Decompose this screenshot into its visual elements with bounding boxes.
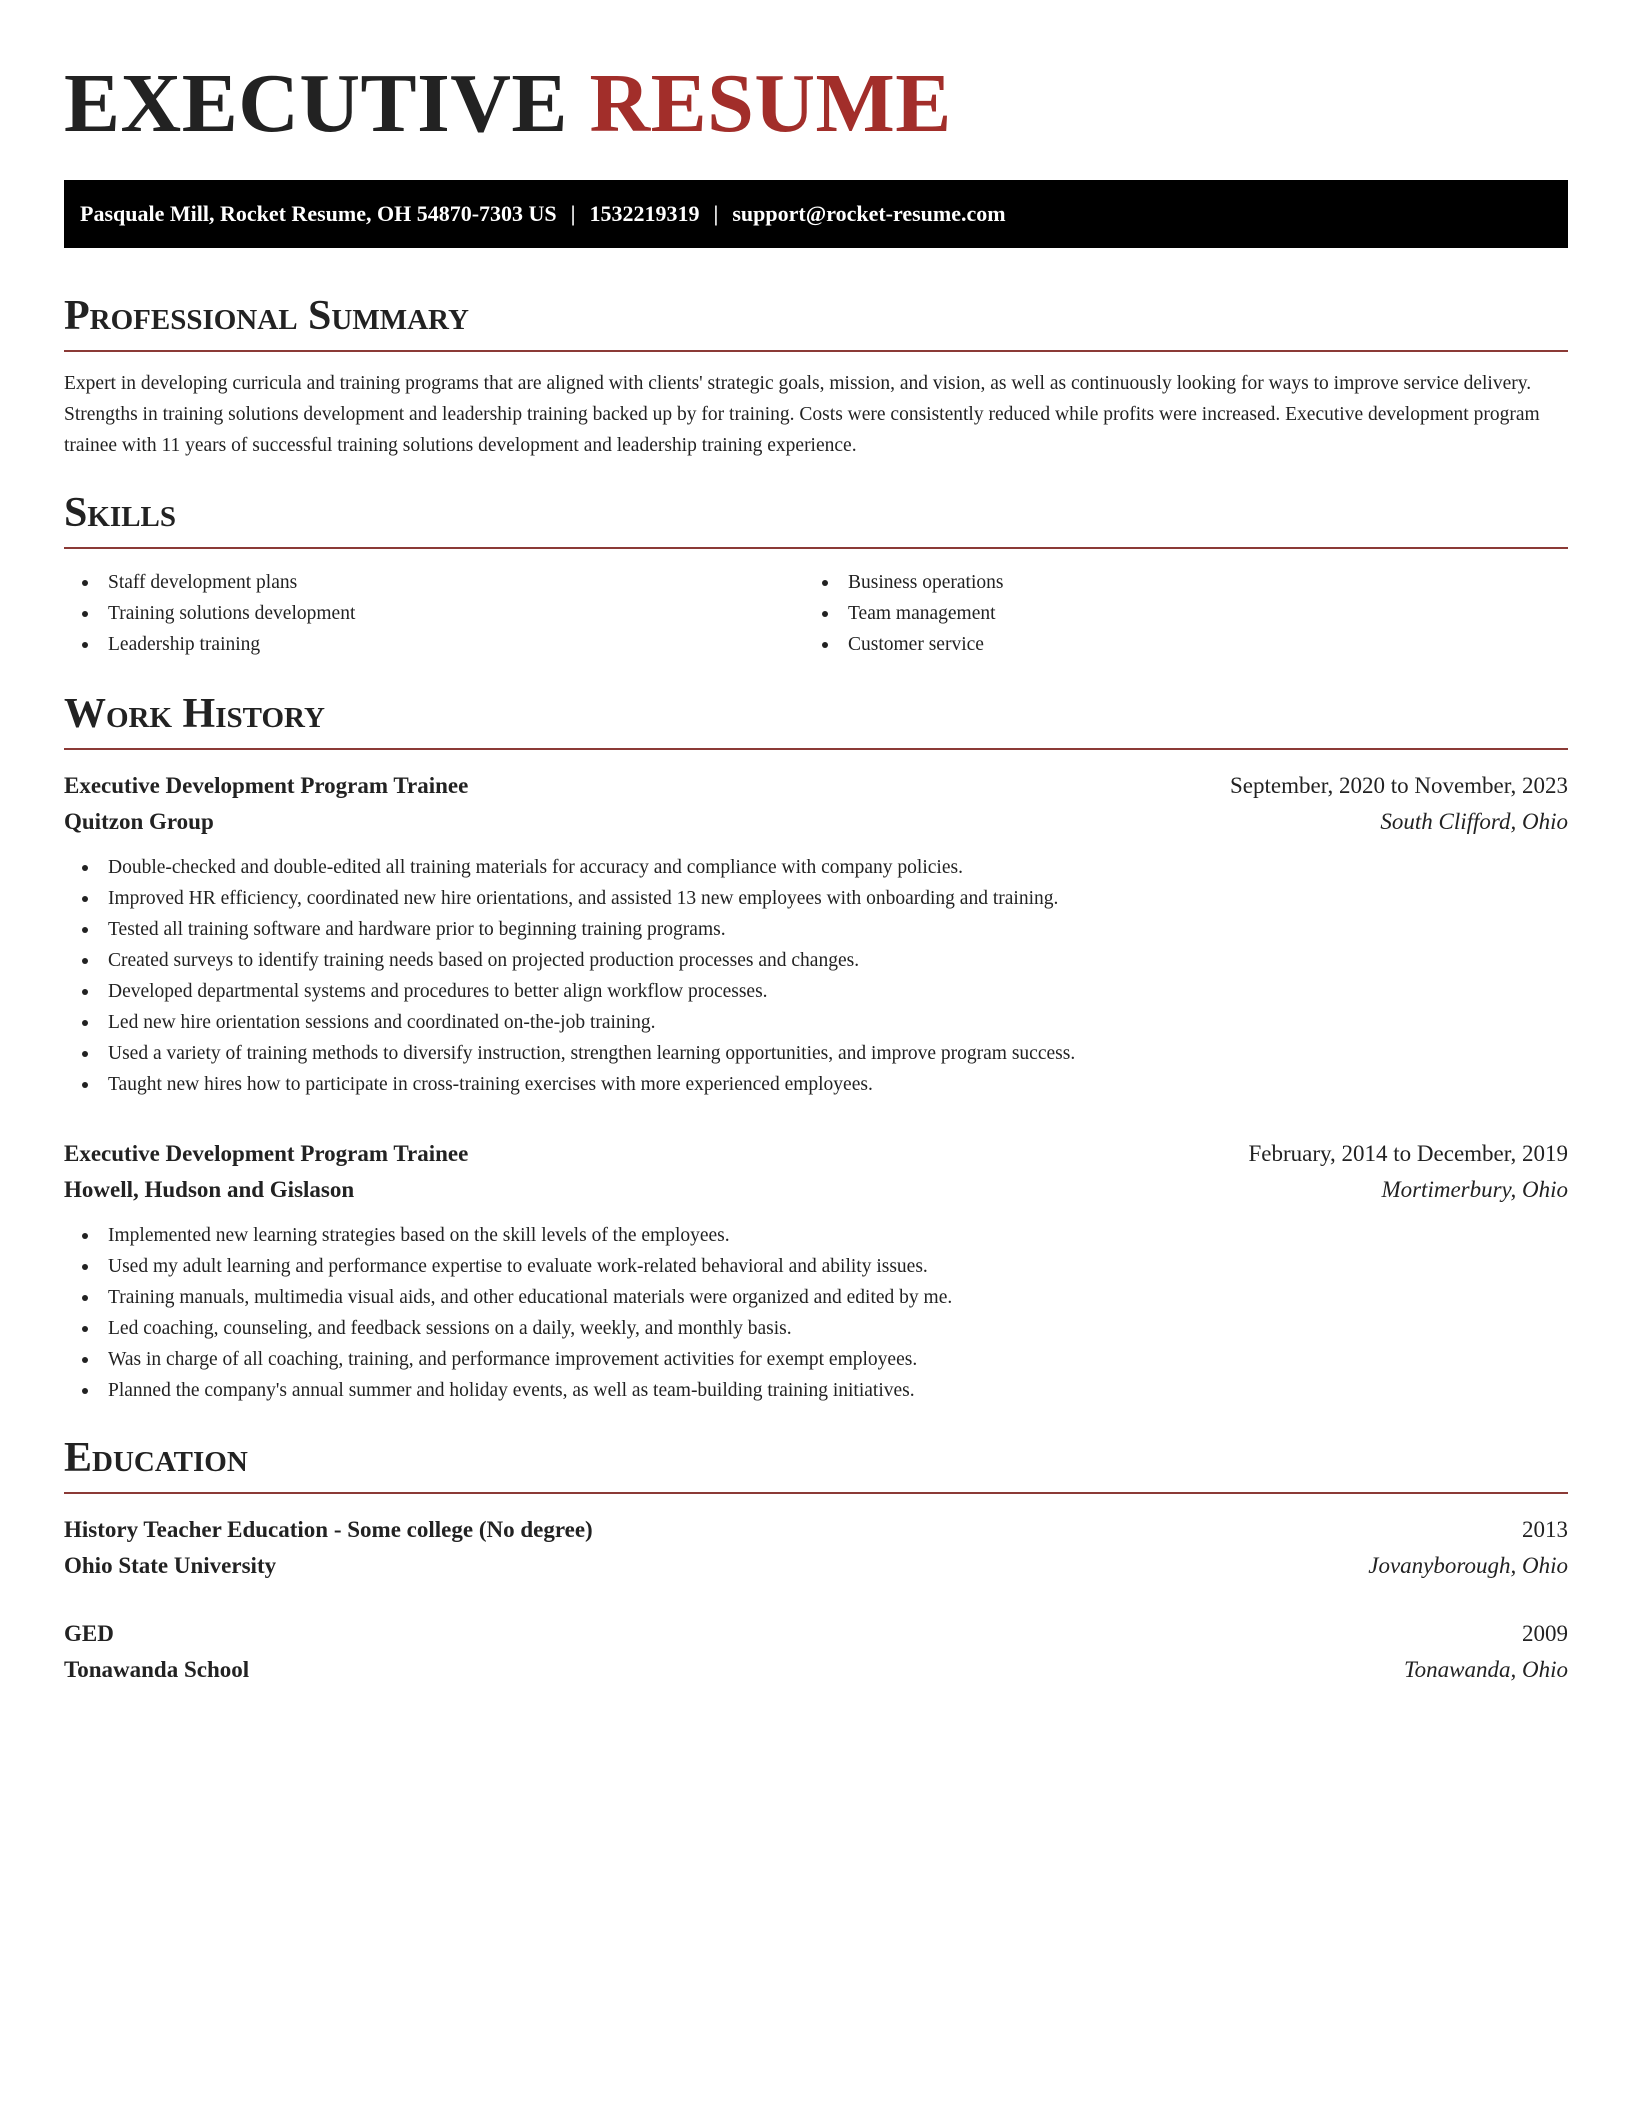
list-item: Implemented new learning strategies based on the skill levels of the employees. bbox=[64, 1220, 1568, 1251]
education-location: Jovanyborough, Ohio bbox=[1368, 1553, 1568, 1578]
education-heading: Education bbox=[64, 1434, 1568, 1494]
education-degree: GED bbox=[64, 1621, 114, 1646]
skill-item: Training solutions development bbox=[64, 598, 804, 629]
skill-item: Staff development plans bbox=[64, 567, 804, 598]
job-company: Howell, Hudson and Gislason bbox=[64, 1177, 355, 1202]
job-entry bbox=[64, 1136, 1568, 1406]
education-year: 2009 bbox=[1522, 1621, 1568, 1646]
list-item: Was in charge of all coaching, training, and performance improvement activities for exempt employees. bbox=[64, 1344, 1568, 1375]
contact-email: support@rocket-resume.com bbox=[732, 201, 1006, 226]
job-header-row bbox=[64, 1136, 1568, 1172]
job-bullets bbox=[64, 1220, 1568, 1406]
job-company-row bbox=[64, 804, 1568, 840]
job-entry bbox=[64, 768, 1568, 1100]
summary-text: Expert in developing curricula and training programs that are aligned with clients' strategic goals, mission, and vision, as well as continuously looking for ways to improve service delivery. Strengths in training solutions development and leadership training backed up by for training. Costs were consistently reduced while profits were increased. Executive development program trainee with 11 years of successful training solutions development and leadership training experience. bbox=[64, 373, 1540, 456]
skills-column-right bbox=[804, 567, 1544, 660]
list-item: Training manuals, multimedia visual aids, and other educational materials were organized and edited by me. bbox=[64, 1282, 1568, 1313]
job-bullets bbox=[64, 852, 1568, 1100]
education-entry bbox=[64, 1616, 1568, 1688]
resume-page bbox=[64, 0, 1568, 1688]
contact-phone: 1532219319 bbox=[589, 201, 700, 226]
education-school: Ohio State University bbox=[64, 1553, 277, 1578]
title-main: EXECUTIVE bbox=[64, 57, 568, 150]
contact-separator: | bbox=[570, 201, 576, 226]
list-item: Used a variety of training methods to diversify instruction, strengthen learning opportunities, and improve program success. bbox=[64, 1038, 1568, 1069]
skills-list bbox=[64, 567, 1568, 660]
skill-item: Business operations bbox=[804, 567, 1544, 598]
job-company-row bbox=[64, 1172, 1568, 1208]
job-title: Executive Development Program Trainee bbox=[64, 773, 469, 798]
contact-address: Pasquale Mill, Rocket Resume, OH 54870-7303 US bbox=[80, 201, 557, 226]
skills-column-left bbox=[64, 567, 804, 660]
list-item: Led new hire orientation sessions and coordinated on-the-job training. bbox=[64, 1007, 1568, 1038]
contact-separator: | bbox=[713, 201, 719, 226]
skill-item: Team management bbox=[804, 598, 1544, 629]
job-company: Quitzon Group bbox=[64, 809, 214, 834]
list-item: Planned the company's annual summer and holiday events, as well as team-building training initiatives. bbox=[64, 1375, 1568, 1406]
contact-bar bbox=[64, 180, 1568, 248]
list-item: Improved HR efficiency, coordinated new hire orientations, and assisted 13 new employees with onboarding and training. bbox=[64, 883, 1568, 914]
education-header-row bbox=[64, 1616, 1568, 1652]
list-item: Led coaching, counseling, and feedback sessions on a daily, weekly, and monthly basis. bbox=[64, 1313, 1568, 1344]
summary-heading: Professional Summary bbox=[64, 292, 1568, 352]
education-year: 2013 bbox=[1522, 1517, 1568, 1542]
list-item: Taught new hires how to participate in cross-training exercises with more experienced employees. bbox=[64, 1069, 1568, 1100]
list-item: Double-checked and double-edited all training materials for accuracy and compliance with company policies. bbox=[64, 852, 1568, 883]
education-school: Tonawanda School bbox=[64, 1657, 250, 1682]
job-location: Mortimerbury, Ohio bbox=[1381, 1177, 1568, 1202]
list-item: Tested all training software and hardware prior to beginning training programs. bbox=[64, 914, 1568, 945]
job-dates: February, 2014 to December, 2019 bbox=[1248, 1141, 1568, 1166]
job-title: Executive Development Program Trainee bbox=[64, 1141, 469, 1166]
list-item: Developed departmental systems and procedures to better align workflow processes. bbox=[64, 976, 1568, 1007]
education-entry bbox=[64, 1512, 1568, 1584]
job-header-row bbox=[64, 768, 1568, 804]
education-degree: History Teacher Education - Some college (No degree) bbox=[64, 1517, 593, 1542]
skill-item: Customer service bbox=[804, 629, 1544, 660]
resume-title bbox=[64, 56, 1568, 152]
work-heading: Work History bbox=[64, 690, 1568, 750]
education-location: Tonawanda, Ohio bbox=[1403, 1657, 1568, 1682]
skills-heading: Skills bbox=[64, 489, 1568, 549]
job-dates: September, 2020 to November, 2023 bbox=[1230, 773, 1568, 798]
education-school-row bbox=[64, 1652, 1568, 1688]
list-item: Used my adult learning and performance expertise to evaluate work-related behavioral and ability issues. bbox=[64, 1251, 1568, 1282]
education-header-row bbox=[64, 1512, 1568, 1548]
list-item: Created surveys to identify training needs based on projected production processes and changes. bbox=[64, 945, 1568, 976]
skill-item: Leadership training bbox=[64, 629, 804, 660]
title-accent: RESUME bbox=[589, 57, 952, 150]
job-location: South Clifford, Ohio bbox=[1380, 809, 1568, 834]
education-school-row bbox=[64, 1548, 1568, 1584]
